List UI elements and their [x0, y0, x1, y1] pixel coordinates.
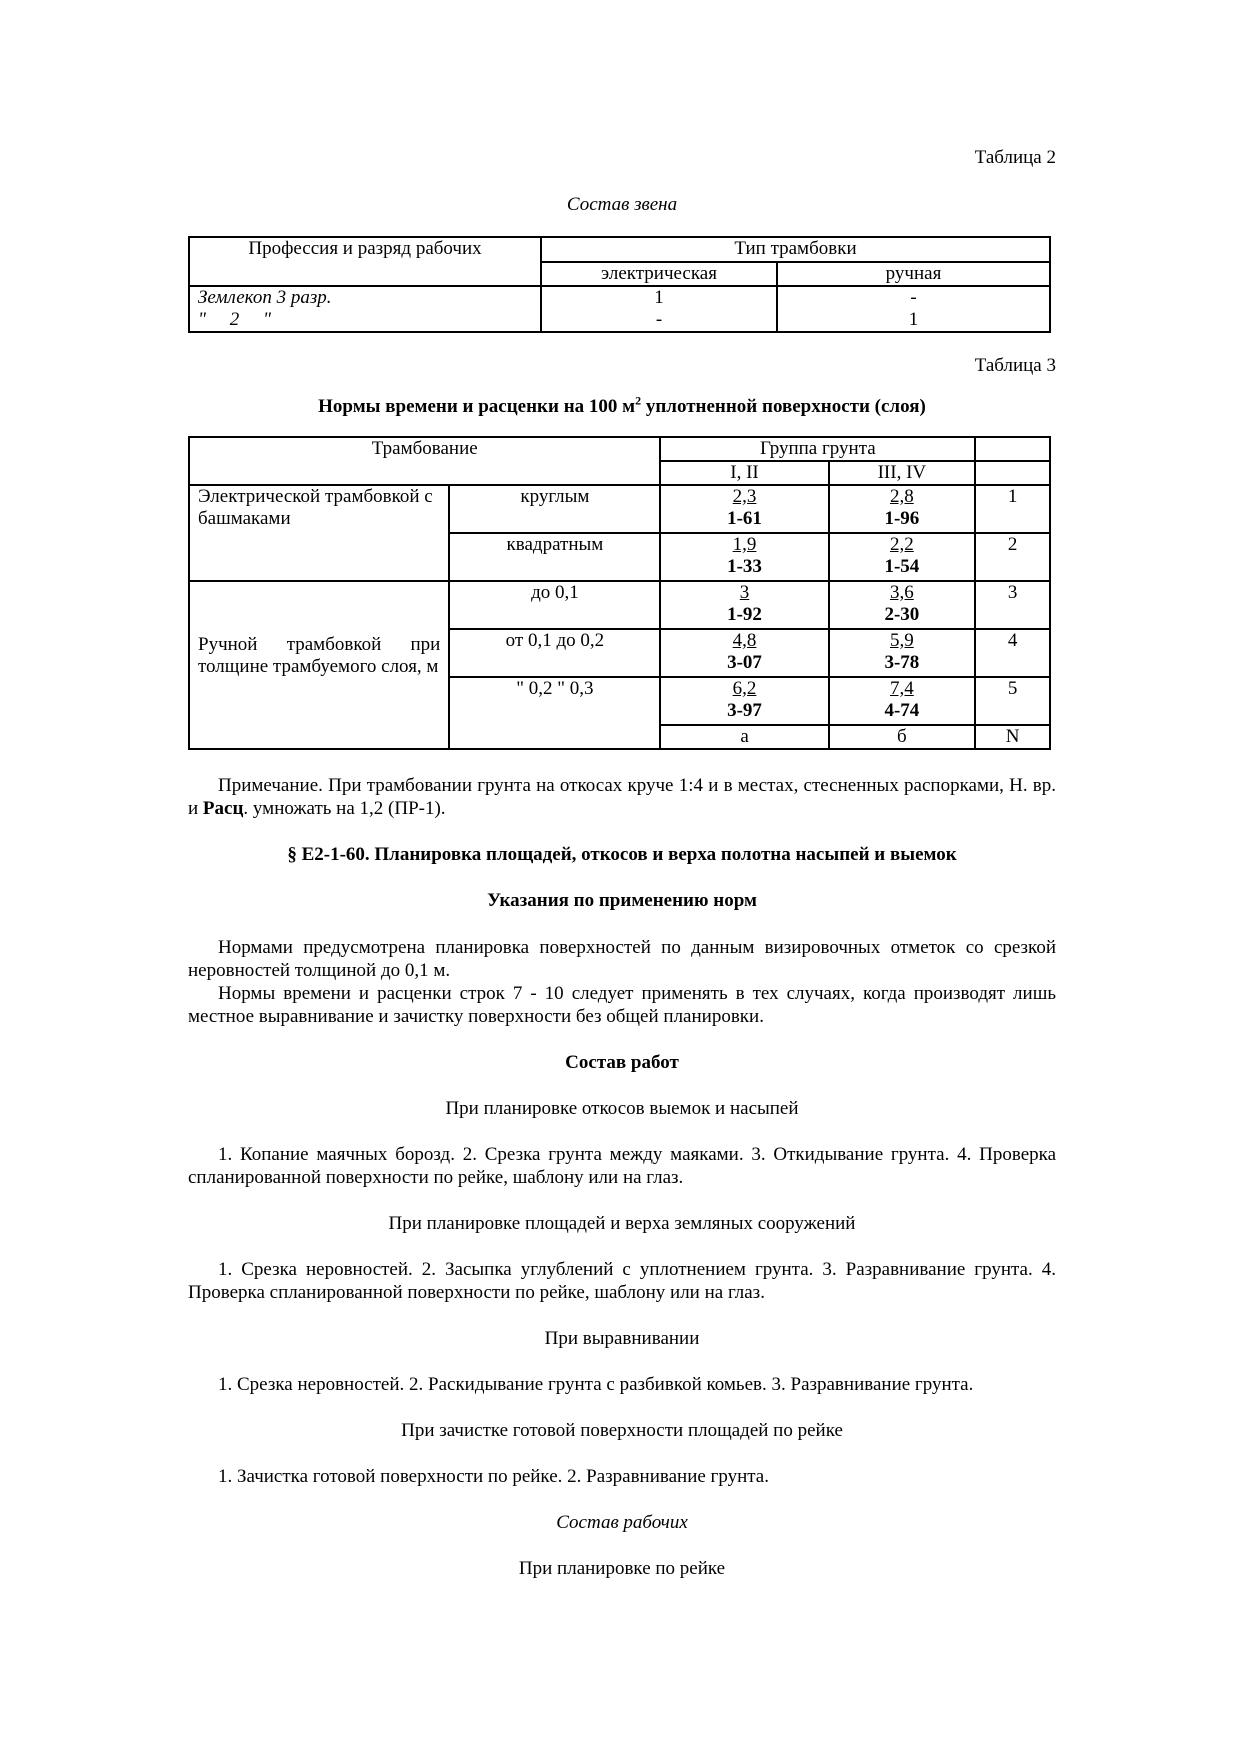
row-number: 2 — [975, 533, 1050, 581]
crew-table — [188, 236, 1051, 333]
crew-manual-1: - — [910, 287, 917, 308]
norm-cell: 2,3 1-61 — [660, 485, 828, 533]
header-electric: электрическая — [541, 262, 777, 286]
paragraph: 1. Зачистка готовой поверхности по рейке. 2. Разравнивание грунта. — [218, 1466, 769, 1487]
norm-cell: 3,6 2-30 — [829, 581, 976, 629]
paragraph: 1. Срезка неровностей. 2. Засыпка углублений с уплотнением грунта. 3. Разравнивание грунта. 4. Проверка спланированной поверхности по рейке, шаблону или на глаз. — [188, 1259, 1056, 1303]
footer-b: б — [829, 725, 976, 749]
crew-profession-1: Землекоп 3 разр. — [198, 287, 332, 308]
table-note: Примечание. При трамбовании грунта на откосах круче 1:4 и в местах, стесненных распорками, Н. вр. и Расц. умножать на 1,2 (ПР-1). — [188, 775, 1056, 819]
header-manual: ручная — [777, 262, 1050, 286]
instructions-title: Указания по применению норм — [487, 890, 757, 911]
norm-cell: 2,2 1-54 — [829, 533, 976, 581]
crew-manual-2: 1 — [908, 309, 919, 330]
crew-electric-2: - — [655, 309, 663, 330]
header-type: Тип трамбовки — [541, 237, 1050, 262]
header-tamping: Трамбование — [189, 437, 660, 485]
footer-n: N — [975, 725, 1050, 749]
crew-profession-2: " 2 " — [198, 309, 271, 330]
sub-label: " 0,2 " 0,3 — [449, 677, 660, 749]
table2-title: Состав звена — [566, 194, 678, 215]
row-number: 4 — [975, 629, 1050, 677]
header-group-2: III, IV — [829, 461, 976, 485]
norm-cell: 5,9 3-78 — [829, 629, 976, 677]
paragraph: Нормы времени и расценки строк 7 - 10 следует применять в тех случаях, когда производят лишь местное выравнивание и зачистку поверхности без общей планировки. — [188, 983, 1056, 1027]
norm-cell: 6,2 3-97 — [660, 677, 828, 725]
paragraph: 1. Срезка неровностей. 2. Раскидывание грунта с разбивкой комьев. 3. Разравнивание грунта. — [218, 1374, 974, 1395]
norm-cell: 7,4 4-74 — [829, 677, 976, 725]
header-group-1: I, II — [660, 461, 828, 485]
table3-caption: Таблица 3 — [974, 355, 1056, 376]
subheading: При планировке площадей и верха земляных сооружений — [388, 1213, 856, 1234]
table2-caption: Таблица 2 — [974, 147, 1056, 168]
sub-label: квадратным — [449, 533, 660, 581]
workers-title: Состав рабочих — [556, 1512, 688, 1533]
group-manual: Ручной трамбовкой при толщине трамбуемого слоя, м — [189, 581, 449, 749]
norm-cell: 3 1-92 — [660, 581, 828, 629]
section-title: § Е2-1-60. Планировка площадей, откосов и верха полотна насыпей и выемок — [287, 844, 957, 865]
crew-manual-cell — [777, 286, 1050, 332]
crew-electric-cell — [541, 286, 777, 332]
header-empty — [975, 437, 1050, 461]
subheading: При зачистке готовой поверхности площадей по рейке — [401, 1420, 843, 1441]
work-composition-title: Состав работ — [565, 1052, 679, 1073]
sub-label: круглым — [449, 485, 660, 533]
row-number: 5 — [975, 677, 1050, 725]
paragraph: Нормами предусмотрена планировка поверхностей по данным визировочных отметок со срезкой неровностей толщиной до 0,1 м. — [188, 937, 1056, 981]
header-profession: Профессия и разряд рабочих — [189, 237, 541, 286]
norms-table — [188, 436, 1051, 750]
group-electric: Электрической трамбовкой с башмаками — [189, 485, 449, 581]
norm-cell: 2,8 1-96 — [829, 485, 976, 533]
table3-title: Нормы времени и расценки на 100 $м^2$ уплотненной поверхности (слоя) — [318, 393, 926, 417]
footer-a: а — [660, 725, 828, 749]
row-number: 3 — [975, 581, 1050, 629]
norm-cell: 4,8 3-07 — [660, 629, 828, 677]
row-number: 1 — [975, 485, 1050, 533]
sub-label: до 0,1 — [449, 581, 660, 629]
page-content — [188, 146, 1056, 1580]
norm-cell: 1,9 1-33 — [660, 533, 828, 581]
crew-electric-1: 1 — [654, 287, 664, 308]
subheading: При планировке по рейке — [518, 1558, 726, 1579]
header-empty-2 — [975, 461, 1050, 485]
header-soil-group: Группа грунта — [660, 437, 975, 461]
subheading: При планировке откосов выемок и насыпей — [445, 1098, 799, 1119]
subheading: При выравнивании — [544, 1328, 700, 1349]
sub-label: от 0,1 до 0,2 — [449, 629, 660, 677]
crew-profession-cell — [189, 286, 541, 332]
paragraph: 1. Копание маячных борозд. 2. Срезка грунта между маяками. 3. Откидывание грунта. 4. Проверка спланированной поверхности по рейке, шаблону или на глаз. — [188, 1144, 1056, 1188]
